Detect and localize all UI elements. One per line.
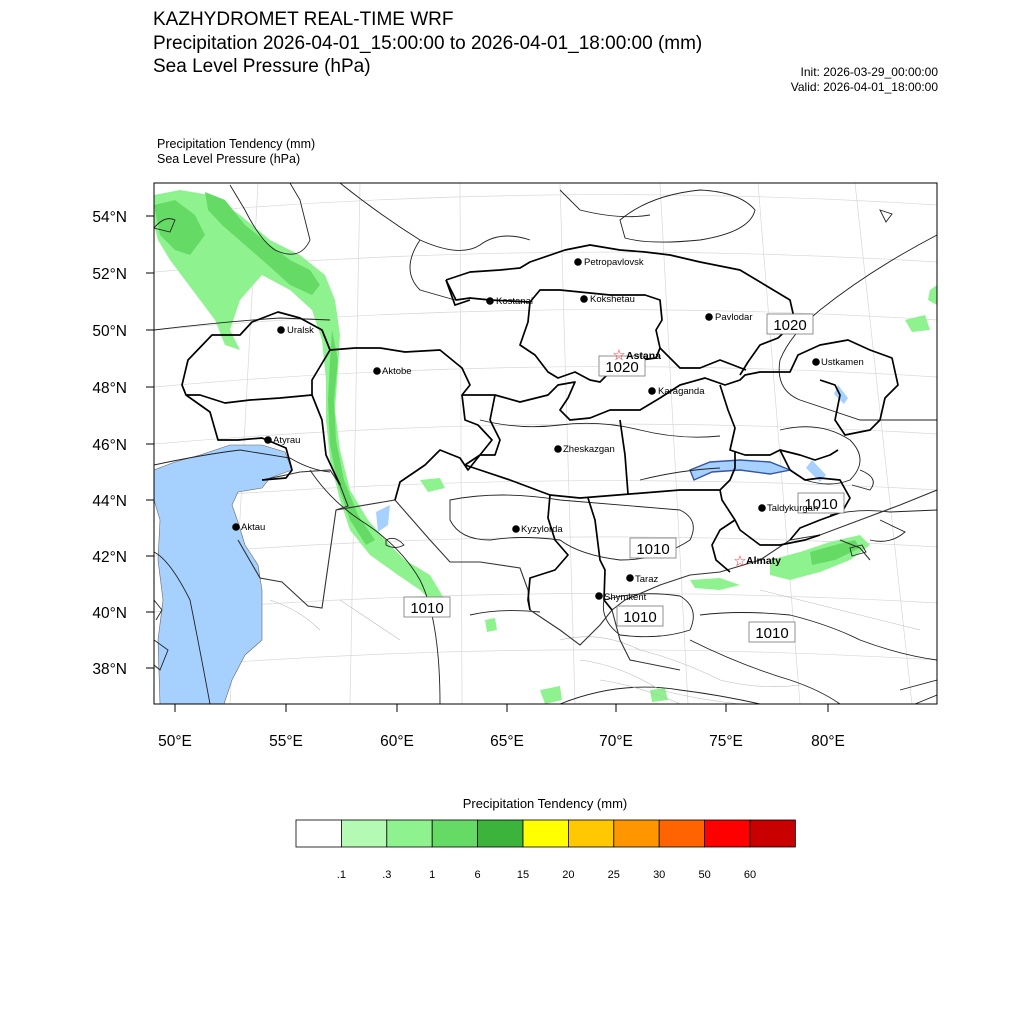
isobar-label xyxy=(617,606,663,626)
colorbar xyxy=(296,820,795,881)
city-marker[interactable] xyxy=(758,503,818,514)
lon-label: 60°E xyxy=(380,733,414,750)
title-line-3: Sea Level Pressure (hPa) xyxy=(153,56,371,77)
lat-label: 54°N xyxy=(92,209,127,226)
colorbar-swatch xyxy=(705,820,750,847)
lon-label: 55°E xyxy=(269,733,303,750)
city-label: Zheskazgan xyxy=(563,444,615,455)
city-label: Kyzylorda xyxy=(521,524,563,535)
colorbar-level-label: 60 xyxy=(743,869,757,881)
colorbar-level-label: .1 xyxy=(336,869,346,881)
isobar-label xyxy=(767,314,813,334)
subtitle-line-1: Precipitation Tendency (mm) xyxy=(157,137,316,151)
city-marker[interactable] xyxy=(264,435,300,446)
isobar-value: 1010 xyxy=(410,600,444,617)
colorbar-swatch xyxy=(478,820,523,847)
city-marker[interactable] xyxy=(580,294,635,305)
lat-label: 44°N xyxy=(92,493,127,510)
isobar-label xyxy=(749,622,795,642)
city-marker[interactable] xyxy=(812,357,864,368)
colorbar-level-label: 50 xyxy=(698,869,711,881)
city-marker[interactable] xyxy=(574,257,644,268)
lat-label: 46°N xyxy=(92,437,127,454)
city-label: Taraz xyxy=(635,574,659,585)
city-label: Ustkamen xyxy=(821,357,864,368)
city-label: Taldykurgan xyxy=(767,503,819,514)
city-label: Pavlodar xyxy=(715,312,753,323)
lat-label: 52°N xyxy=(92,266,127,283)
terrain-lines xyxy=(270,590,920,704)
lon-label: 70°E xyxy=(599,733,633,750)
longitude-labels xyxy=(158,733,845,750)
city-marker[interactable] xyxy=(626,574,658,585)
colorbar-boxes xyxy=(296,820,795,847)
colorbar-level-label: .3 xyxy=(382,869,392,881)
map-content xyxy=(154,183,937,704)
isobar-value: 1010 xyxy=(636,541,670,558)
isobar-label xyxy=(404,597,450,617)
colorbar-level-label: 1 xyxy=(429,869,436,881)
star-icon: ☆ xyxy=(612,347,626,364)
colorbar-swatch xyxy=(568,820,613,847)
lat-label: 40°N xyxy=(92,605,127,622)
colorbar-swatch xyxy=(750,820,795,847)
aral-sea xyxy=(376,505,390,532)
colorbar-level-label: 25 xyxy=(607,869,620,881)
latitude-labels xyxy=(92,209,127,678)
city-label: Astana xyxy=(626,350,662,362)
lon-label: 50°E xyxy=(158,733,192,750)
city-marker-capital[interactable] xyxy=(612,347,661,364)
colorbar-swatch xyxy=(659,820,704,847)
city-marker[interactable] xyxy=(512,524,563,535)
city-label: Karaganda xyxy=(658,386,705,397)
isobar-value: 1020 xyxy=(605,359,639,376)
city-label: Kokshetau xyxy=(590,294,635,305)
title-line-2: Precipitation 2026-04-01_15:00:00 to 2026-04-01_18:00:00 (mm) xyxy=(153,33,703,54)
colorbar-swatch xyxy=(387,820,432,847)
city-marker[interactable] xyxy=(277,325,314,336)
colorbar-title: Precipitation Tendency (mm) xyxy=(462,796,628,811)
lon-label: 75°E xyxy=(709,733,743,750)
north-border xyxy=(446,280,470,305)
colorbar-swatch xyxy=(432,820,477,847)
lon-label: 80°E xyxy=(811,733,845,750)
lake-balkhash xyxy=(690,460,790,480)
isobar-value: 1010 xyxy=(804,496,838,513)
colorbar-swatch xyxy=(296,820,341,847)
lat-label: 50°N xyxy=(92,323,127,340)
valid-time: Valid: 2026-04-01_18:00:00 xyxy=(790,80,938,94)
star-icon: ☆ xyxy=(733,553,747,570)
precipitation xyxy=(154,190,937,704)
lon-label: 65°E xyxy=(490,733,524,750)
city-marker[interactable] xyxy=(554,444,615,455)
isobar-value: 1020 xyxy=(773,317,807,334)
city-label: Aktau xyxy=(241,522,266,533)
colorbar-swatch xyxy=(341,820,386,847)
city-marker[interactable] xyxy=(648,386,705,397)
colorbar-labels xyxy=(337,869,756,881)
city-label: Uralsk xyxy=(287,325,314,336)
city-label: Petropavlovsk xyxy=(584,257,644,268)
colorbar-swatch xyxy=(614,820,659,847)
colorbar-level-label: 20 xyxy=(562,869,575,881)
caspian-sea xyxy=(154,445,292,704)
city-marker[interactable] xyxy=(373,366,411,377)
init-time: Init: 2026-03-29_00:00:00 xyxy=(800,65,938,79)
city-label: Almaty xyxy=(746,555,782,567)
city-marker[interactable] xyxy=(486,296,533,307)
colorbar-swatch xyxy=(523,820,568,847)
city-label: Atyrau xyxy=(273,435,301,446)
isobar-value: 1010 xyxy=(755,625,789,642)
subtitle-line-2: Sea Level Pressure (hPa) xyxy=(157,152,301,166)
lat-label: 42°N xyxy=(92,549,127,566)
lat-label: 38°N xyxy=(92,661,127,678)
city-marker[interactable] xyxy=(705,312,752,323)
colorbar-level-label: 15 xyxy=(516,869,530,881)
colorbar-level-label: 6 xyxy=(474,869,481,881)
city-label: Shymkent xyxy=(604,592,647,603)
city-label: Kostanai xyxy=(496,296,533,307)
isobar-label xyxy=(630,538,676,558)
title-line-1: KAZHYDROMET REAL-TIME WRF xyxy=(153,9,454,30)
lat-label: 48°N xyxy=(92,380,127,397)
colorbar-level-label: 30 xyxy=(653,869,666,881)
city-label: Aktobe xyxy=(382,366,412,377)
isobar-value: 1010 xyxy=(623,609,657,626)
